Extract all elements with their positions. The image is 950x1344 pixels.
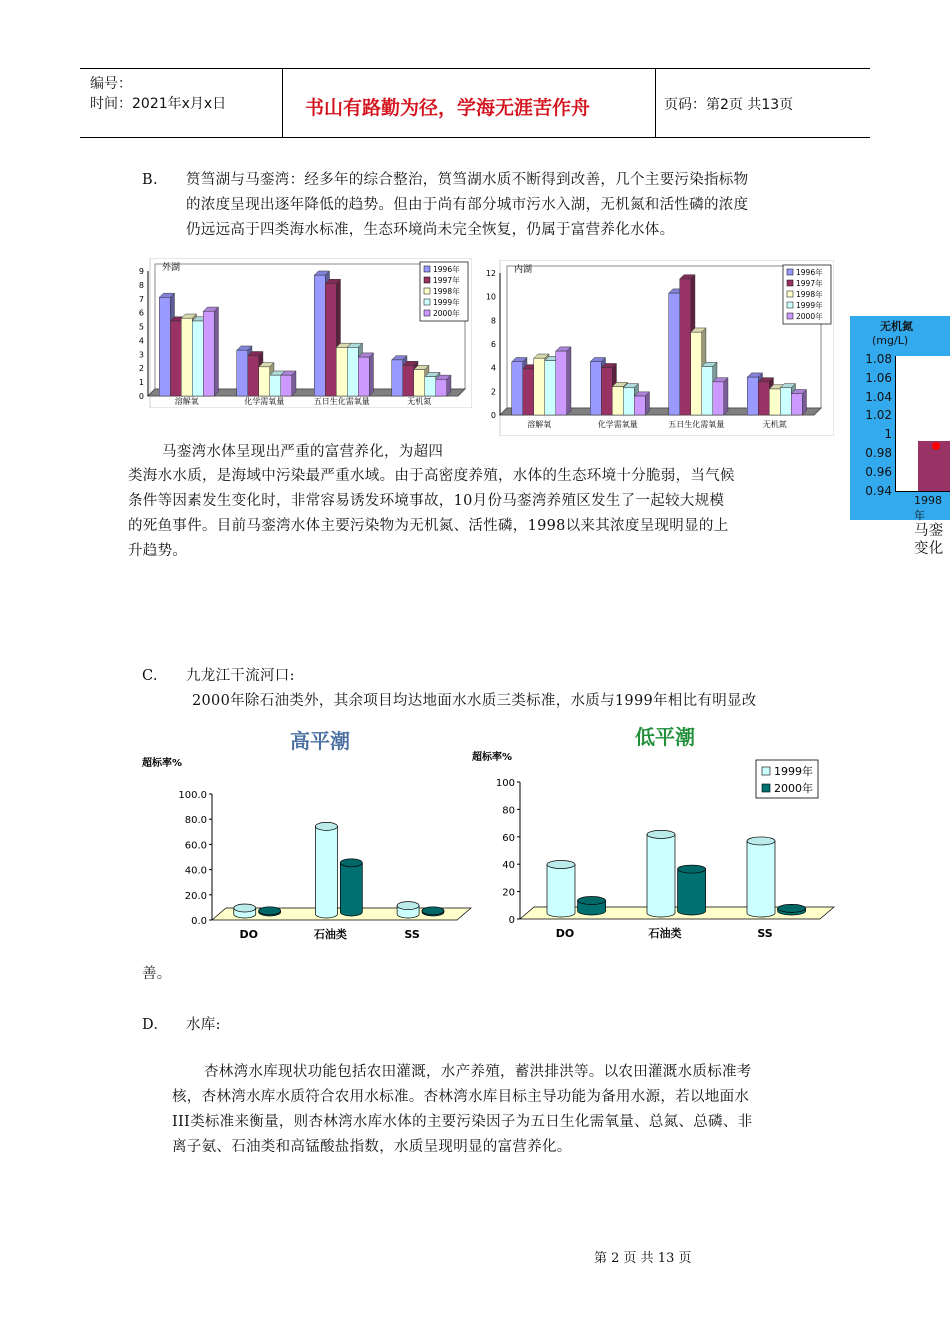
side-chart-plot <box>895 356 950 492</box>
category-label: 溶解氧 <box>174 397 199 406</box>
chart-title: 高平潮 <box>290 729 350 753</box>
cylinder-top <box>578 897 606 905</box>
bar <box>248 356 259 396</box>
cylinder-top <box>747 837 775 845</box>
category-label: 化学需氧量 <box>597 420 638 429</box>
cylinder-body <box>340 863 362 916</box>
y-tick-label: 2 <box>490 387 496 397</box>
category-label: DO <box>239 928 258 941</box>
bar <box>556 351 567 415</box>
bar <box>403 365 414 396</box>
category-label: 石油类 <box>648 927 682 940</box>
side-chart-ytick: 1.02 <box>865 408 892 423</box>
y-tick-label: 5 <box>138 322 144 332</box>
legend-swatch <box>787 302 793 308</box>
y-tick-label: 0.0 <box>191 916 207 927</box>
bar <box>414 370 425 396</box>
y-tick-label: 10 <box>486 292 496 302</box>
y-tick-label: 1 <box>138 378 144 388</box>
cylinder-body <box>547 865 575 917</box>
header-left-cell <box>80 69 283 137</box>
chart-title: 低平潮 <box>635 725 695 749</box>
section-d-marker: D. <box>142 1017 159 1033</box>
side-chart-ytick: 1.06 <box>865 370 892 385</box>
y-tick-label: 4 <box>490 363 496 373</box>
legend-label: 1997年 <box>433 276 460 285</box>
y-tick-label: 8 <box>490 316 496 326</box>
bar <box>523 369 534 415</box>
y-tick-label: 3 <box>138 350 144 360</box>
category-label: SS <box>757 927 773 940</box>
bar <box>281 375 292 396</box>
cylinder-top <box>397 902 419 910</box>
bar <box>612 387 623 415</box>
category-label: 五日生化需氧量 <box>668 420 725 429</box>
legend-swatch <box>787 291 793 297</box>
side-chart-panel <box>850 316 950 520</box>
section-c-tail: 善。 <box>142 966 172 982</box>
bar <box>758 382 769 415</box>
bar <box>747 377 758 415</box>
bar <box>691 332 702 415</box>
legend-swatch <box>424 310 430 316</box>
y-tick-label: 0 <box>138 392 144 401</box>
header-right-cell <box>656 69 870 137</box>
doc-number-label: 编号： <box>90 76 132 92</box>
legend-swatch <box>762 767 770 775</box>
cylinder-body <box>747 841 775 917</box>
section-c-marker: C. <box>142 668 158 684</box>
y-tick-label: 9 <box>138 267 144 276</box>
section-d-line-3: III类标准来衡量，则杏林湾水库水体的主要污染因子为五日生化需氧量、总氮、总磷、非 <box>172 1114 753 1130</box>
bar <box>192 321 203 396</box>
legend-swatch <box>424 277 430 283</box>
cylinder-top <box>340 859 362 867</box>
legend-label: 1997年 <box>796 279 823 288</box>
cylinder-body <box>678 869 706 915</box>
y-tick-label: 20 <box>502 887 515 899</box>
bar <box>780 388 791 415</box>
y-tick-label: 4 <box>138 336 144 346</box>
side-chart-title: 无机氮 <box>880 320 913 333</box>
y-tick-label: 7 <box>138 294 144 304</box>
category-label: 溶解氧 <box>527 420 552 429</box>
y-tick-label: 6 <box>138 308 144 318</box>
bar-side <box>369 353 373 396</box>
maluan-line-2: 类海水水质，是海域中污染最严重水域。由于高密度养殖，水体的生态环境十分脆弱，当气候 <box>128 468 735 484</box>
legend-label: 1999年 <box>774 765 813 778</box>
y-tick-label: 8 <box>138 280 144 290</box>
legend-label: 1996年 <box>796 268 823 277</box>
doc-date: 时间：2021年x月x日 <box>90 96 227 112</box>
outer-lake-bar-chart <box>124 258 472 408</box>
section-c-line-1: 2000年除石油类外，其余项目均达地面水水质三类标准，水质与1999年相比有明显改 <box>192 693 757 709</box>
maluan-line-5: 升趋势。 <box>128 543 188 559</box>
bar <box>713 382 724 415</box>
side-caption-1: 马銮 <box>914 523 944 539</box>
legend-swatch <box>787 313 793 319</box>
section-c-heading: 九龙江干流河口: <box>186 668 295 684</box>
cylinder-top <box>315 822 337 830</box>
cylinder-top <box>678 865 706 873</box>
bar <box>325 284 336 397</box>
y-tick-label: 0 <box>490 411 496 420</box>
inner-lake-bar-chart <box>486 260 834 436</box>
side-chart-unit: (mg/L) <box>872 334 909 347</box>
legend-label: 2000年 <box>774 782 813 795</box>
bar <box>170 321 181 396</box>
category-label: 化学需氧量 <box>244 397 285 406</box>
bar-side <box>724 378 728 415</box>
bar <box>669 293 680 415</box>
motto: 书山有路勤为径，学海无涯苦作舟 <box>305 97 591 119</box>
bar <box>270 375 281 396</box>
y-tick-label: 80.0 <box>184 815 207 827</box>
y-tick-label: 100.0 <box>178 790 207 801</box>
bar <box>769 389 780 415</box>
y-tick-label: 2 <box>138 364 144 374</box>
bar <box>358 357 369 396</box>
category-label: 石油类 <box>313 928 347 941</box>
bar <box>314 275 325 396</box>
legend-swatch <box>424 299 430 305</box>
section-b-line-1: 筼筜湖与马銮湾：经多年的综合整治，筼筜湖水质不断得到改善，几个主要污染指标物 <box>186 172 749 188</box>
bar <box>601 368 612 415</box>
bar <box>702 366 713 415</box>
side-chart-point <box>932 442 940 450</box>
maluan-line-1: 马銮湾水体呈现出严重的富营养化，为超四 <box>162 444 444 460</box>
y-axis-label: 超标率% <box>142 758 183 769</box>
bar <box>181 318 192 396</box>
header-motto-cell <box>283 69 656 137</box>
category-label: SS <box>404 928 420 941</box>
legend-swatch <box>424 288 430 294</box>
legend-label: 2000年 <box>433 309 460 318</box>
cylinder-top <box>259 907 281 915</box>
legend-swatch <box>787 280 793 286</box>
cylinder-top <box>422 907 444 915</box>
y-tick-label: 20.0 <box>184 890 207 902</box>
document-header <box>80 68 870 138</box>
bar-side <box>214 307 218 396</box>
side-chart-ytick: 1.04 <box>865 389 892 404</box>
page-footer: 第 2 页 共 13 页 <box>594 1251 692 1266</box>
y-axis-label: 超标率% <box>472 752 513 763</box>
category-label: 五日生化需氧量 <box>313 397 370 406</box>
y-tick-label: 0 <box>508 915 515 926</box>
y-tick-label: 60 <box>502 832 515 844</box>
side-chart-ytick: 0.94 <box>865 483 892 498</box>
side-chart-ytick: 0.98 <box>865 446 892 460</box>
bar <box>634 396 645 415</box>
bar <box>791 394 802 415</box>
section-d-line-4: 离子氨、石油类和高锰酸盐指数，水质呈现明显的富营养化。 <box>172 1139 572 1155</box>
section-b-line-3: 仍远远高于四类海水标准，生态环境尚未完全恢复，仍属于富营养化水体。 <box>186 222 675 238</box>
legend-label: 1998年 <box>796 290 823 299</box>
bar <box>534 358 545 415</box>
cylinder-body <box>315 826 337 918</box>
bar <box>336 347 347 396</box>
legend-label: 1999年 <box>433 298 460 307</box>
y-tick-label: 100 <box>495 778 515 789</box>
legend-swatch <box>787 269 793 275</box>
section-d-line-2: 核，杏林湾水库水质符合农用水标准。杏林湾水库目标主导功能为备用水源，若以地面水 <box>172 1089 750 1105</box>
legend-label: 1999年 <box>796 301 823 310</box>
y-tick-label: 12 <box>486 269 496 278</box>
bar <box>259 367 270 396</box>
y-tick-label: 40.0 <box>184 865 207 877</box>
side-chart-ytick: 1.08 <box>865 352 892 366</box>
legend-swatch <box>762 784 770 792</box>
chart-title: 内湖 <box>514 265 533 275</box>
legend-label: 2000年 <box>796 312 823 321</box>
bar <box>545 361 556 415</box>
low-tide-chart <box>470 720 835 944</box>
legend-label: 1996年 <box>433 265 460 274</box>
category-label: DO <box>555 927 575 940</box>
bar <box>392 360 403 396</box>
maluan-line-3: 条件等因素发生变化时，非常容易诱发环境事故，10月份马銮湾养殖区发生了一起较大规模 <box>128 493 725 509</box>
section-d-heading: 水库: <box>186 1017 221 1033</box>
bar <box>436 379 447 396</box>
bar <box>203 311 214 396</box>
cylinder-top <box>547 861 575 869</box>
cylinder-top <box>647 830 675 838</box>
cylinder-body <box>647 834 675 917</box>
bar-side <box>567 347 571 415</box>
maluan-line-4: 的死鱼事件。目前马銮湾水体主要污染物为无机氮、活性磷，1998以来其浓度呈现明显的上 <box>128 518 729 534</box>
section-b-line-2: 的浓度呈现出逐年降低的趋势。但由于尚有部分城市污水入湖，无机氮和活性磷的浓度 <box>186 197 749 213</box>
y-tick-label: 40 <box>502 860 515 872</box>
cylinder-top <box>234 904 256 912</box>
bar <box>347 347 358 396</box>
bar <box>159 297 170 396</box>
bar <box>237 350 248 396</box>
cylinder-top <box>778 904 806 912</box>
side-chart-year: 1998年 <box>914 494 942 522</box>
legend-label: 1998年 <box>433 287 460 296</box>
y-tick-label: 6 <box>490 340 496 349</box>
category-label: 无机氮 <box>762 420 787 429</box>
bar <box>590 362 601 415</box>
page-info: 页码：第2页 共13页 <box>664 97 794 113</box>
side-chart-ytick: 1 <box>884 427 892 442</box>
y-tick-label: 80 <box>502 805 515 817</box>
chart-title: 外湖 <box>162 263 181 273</box>
bar <box>680 279 691 415</box>
bar <box>623 388 634 415</box>
high-tide-chart <box>140 724 475 946</box>
side-caption-2: 变化 <box>914 541 944 557</box>
legend-swatch <box>424 266 430 272</box>
bar <box>512 362 523 415</box>
section-d-line-1: 杏林湾水库现状功能包括农田灌溉，水产养殖，蓄洪排洪等。以农田灌溉水质标准考 <box>204 1064 752 1080</box>
side-chart-ytick: 0.96 <box>865 464 892 479</box>
category-label: 无机氮 <box>407 397 432 406</box>
y-tick-label: 60.0 <box>184 840 207 852</box>
bar <box>425 377 436 396</box>
section-b-marker: B. <box>142 172 158 188</box>
